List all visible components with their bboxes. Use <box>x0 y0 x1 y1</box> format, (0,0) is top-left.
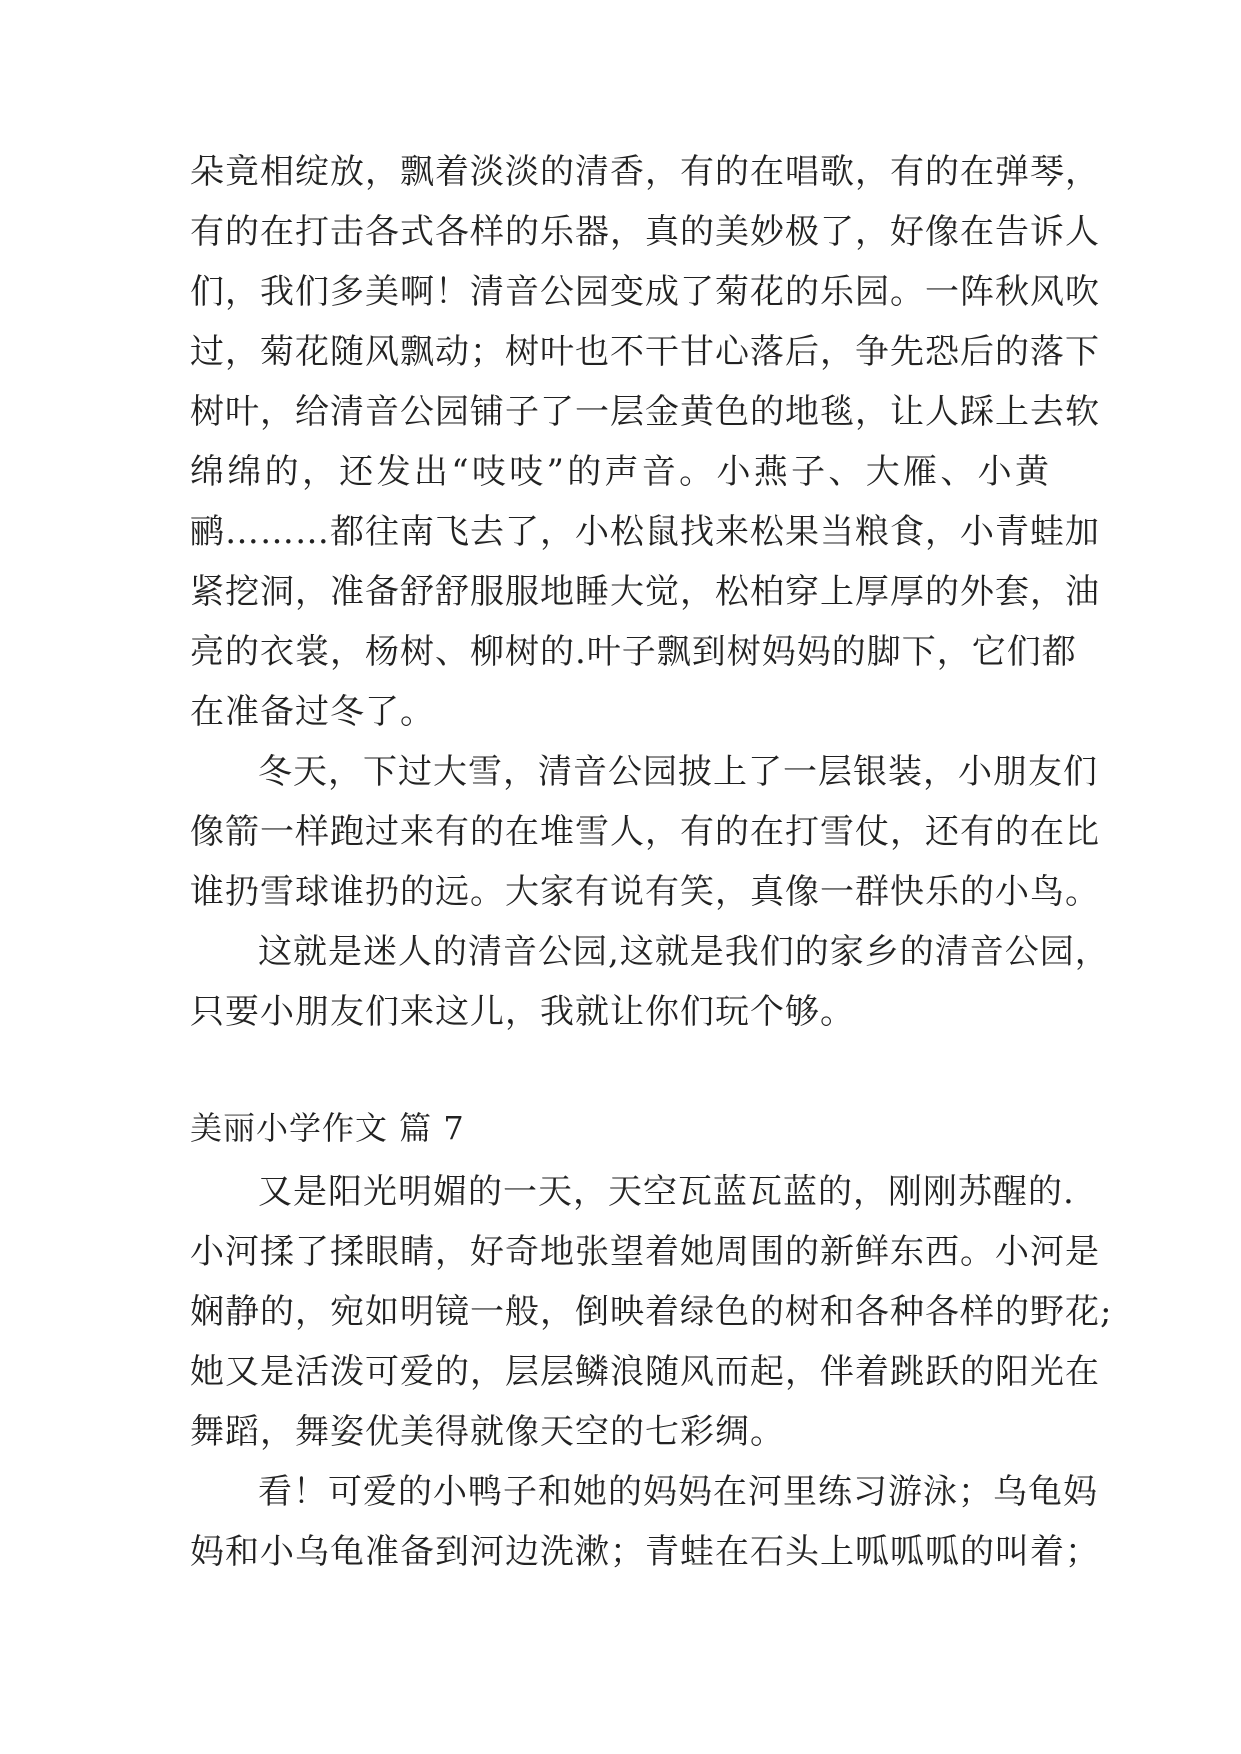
text-line: 舞蹈，舞姿优美得就像天空的七彩绸。 <box>190 1412 785 1452</box>
text-line: 像箭一样跑过来有的在堆雪人，有的在打雪仗，还有的在比 <box>190 812 1100 852</box>
text-line: 们，我们多美啊！清音公园变成了菊花的乐园。一阵秋风吹 <box>190 272 1100 312</box>
text-line: 只要小朋友们来这儿，我就让你们玩个够。 <box>190 992 855 1032</box>
text-line: 冬天，下过大雪，清音公园披上了一层银装，小朋友们 <box>258 752 1098 792</box>
section-heading: 美丽小学作文 篇 7 <box>190 1109 465 1147</box>
text-line: 朵竟相绽放，飘着淡淡的清香，有的在唱歌，有的在弹琴， <box>190 152 1100 192</box>
text-line: 过，菊花随风飘动；树叶也不干甘心落后，争先恐后的落下 <box>190 332 1100 372</box>
text-line: 鹂………都往南飞去了，小松鼠找来松果当粮食，小青蛙加 <box>190 512 1100 552</box>
text-line: 在准备过冬了。 <box>190 692 435 732</box>
text-line: 这就是迷人的清音公园,这就是我们的家乡的清音公园， <box>258 932 1110 972</box>
text-line: 娴静的，宛如明镜一般，倒映着绿色的树和各种各样的野花; <box>190 1292 1113 1332</box>
text-line: 谁扔雪球谁扔的远。大家有说有笑，真像一群快乐的小鸟。 <box>190 872 1100 912</box>
text-line: 亮的衣裳，杨树、柳树的.叶子飘到树妈妈的脚下，它们都 <box>190 632 1077 672</box>
text-line: 有的在打击各式各样的乐器，真的美妙极了，好像在告诉人 <box>190 212 1100 252</box>
text-line: 她又是活泼可爱的，层层鳞浪随风而起，伴着跳跃的阳光在 <box>190 1352 1100 1392</box>
text-line: 妈和小乌龟准备到河边洗漱；青蛙在石头上呱呱呱的叫着； <box>190 1532 1100 1572</box>
text-line: 树叶，给清音公园铺子了一层金黄色的地毯，让人踩上去软 <box>190 392 1100 432</box>
text-line: 小河揉了揉眼睛，好奇地张望着她周围的新鲜东西。小河是 <box>190 1232 1100 1272</box>
text-line: 又是阳光明媚的一天，天空瓦蓝瓦蓝的，刚刚苏醒的. <box>258 1172 1075 1212</box>
text-line: 绵绵的，还发出“吱吱”的声音。小燕子、大雁、小黄 <box>190 452 1050 492</box>
text-line: 看！可爱的小鸭子和她的妈妈在河里练习游泳；乌龟妈 <box>258 1472 1098 1512</box>
text-line: 紧挖洞，准备舒舒服服地睡大觉，松柏穿上厚厚的外套，油 <box>190 572 1100 612</box>
